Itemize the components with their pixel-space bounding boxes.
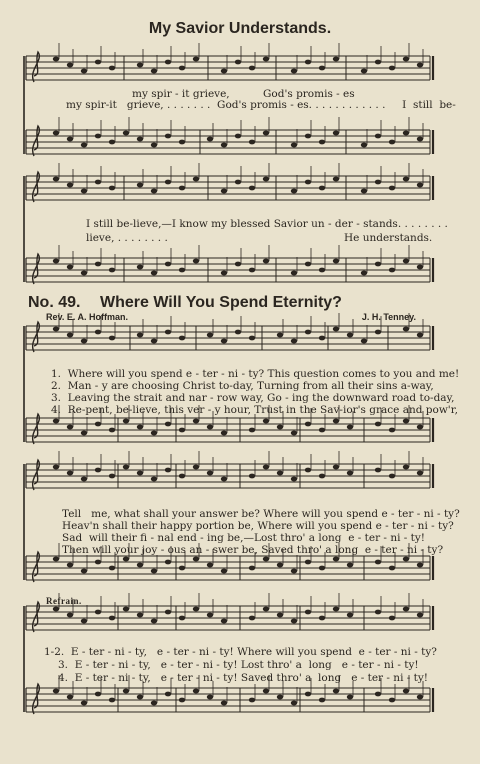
note-head xyxy=(375,262,381,267)
note-head xyxy=(151,477,157,482)
note-head xyxy=(109,186,115,191)
note-head xyxy=(221,431,227,436)
refrain-line: 3. E - ter - ni - ty, e - ter - ni - ty! Lost thro' a long e - ter - ni - ty! xyxy=(58,659,419,671)
note-head xyxy=(305,262,311,267)
note-head xyxy=(305,560,311,565)
note-head xyxy=(221,271,227,276)
note-head xyxy=(165,60,171,65)
note-head xyxy=(207,425,213,430)
note-head xyxy=(53,131,59,136)
note-head xyxy=(165,560,171,565)
note-head xyxy=(389,66,395,71)
note-head xyxy=(137,695,143,700)
note-head xyxy=(67,613,73,618)
note-head xyxy=(305,330,311,335)
note-head xyxy=(305,180,311,185)
note-head xyxy=(95,468,101,473)
note-head xyxy=(179,336,185,341)
note-head xyxy=(67,563,73,568)
note-head xyxy=(221,69,227,74)
verse-line: 1. Where will you spend e - ter - ni - ty? This question comes to you and me! xyxy=(51,368,460,380)
note-head xyxy=(403,607,409,612)
lyricist: Rev. E. A. Hoffman. xyxy=(46,312,129,322)
note-head xyxy=(389,474,395,479)
note-head xyxy=(221,619,227,624)
note-head xyxy=(403,57,409,62)
verse-line: 4. Re-pent, be-lieve, this ver - y hour, Trust in the Sav-ior's grace and pow'r, xyxy=(51,404,458,416)
note-head xyxy=(221,189,227,194)
note-head xyxy=(389,566,395,571)
note-head xyxy=(81,701,87,706)
note-head xyxy=(389,428,395,433)
note-head xyxy=(67,471,73,476)
note-head xyxy=(235,60,241,65)
note-head xyxy=(291,619,297,624)
note-head xyxy=(165,692,171,697)
note-head xyxy=(263,689,269,694)
note-head xyxy=(179,140,185,145)
clef-icon xyxy=(33,126,40,156)
note-head xyxy=(137,63,143,68)
note-head xyxy=(347,613,353,618)
note-head xyxy=(333,419,339,424)
note-head xyxy=(277,563,283,568)
note-head xyxy=(263,259,269,264)
note-head xyxy=(347,333,353,338)
note-head xyxy=(193,419,199,424)
note-head xyxy=(305,134,311,139)
composer: J. H. Tenney. xyxy=(361,312,416,322)
note-head xyxy=(95,692,101,697)
note-head xyxy=(417,471,423,476)
note-head xyxy=(333,177,339,182)
lyrics-line: my spir - it grieve, God's promis - es xyxy=(132,88,355,100)
verse-line: Heav'n shall their happy portion be, Where will you spend e - ter - ni - ty? xyxy=(62,520,454,532)
note-head xyxy=(193,177,199,182)
note-head xyxy=(53,327,59,332)
clef-icon xyxy=(33,322,40,352)
note-head xyxy=(249,186,255,191)
note-head xyxy=(333,607,339,612)
note-head xyxy=(403,419,409,424)
note-head xyxy=(151,189,157,194)
note-head xyxy=(403,177,409,182)
note-head xyxy=(53,259,59,264)
lyrics-line: my spir-it grieve, . . . . . . . God's promis - es. . . . . . . . . . . . I still be- xyxy=(66,99,456,111)
clef-icon xyxy=(33,602,40,632)
note-head xyxy=(81,339,87,344)
note-head xyxy=(67,137,73,142)
note-head xyxy=(81,569,87,574)
note-head xyxy=(151,271,157,276)
note-head xyxy=(291,477,297,482)
note-head xyxy=(375,422,381,427)
note-head xyxy=(179,566,185,571)
note-head xyxy=(291,189,297,194)
note-head xyxy=(333,689,339,694)
clef-icon xyxy=(33,684,40,714)
note-head xyxy=(249,66,255,71)
note-head xyxy=(151,431,157,436)
note-head xyxy=(95,560,101,565)
note-head xyxy=(179,66,185,71)
note-head xyxy=(389,140,395,145)
note-head xyxy=(95,60,101,65)
note-head xyxy=(123,557,129,562)
hymn-number: No. 49. xyxy=(28,294,81,311)
note-head xyxy=(249,336,255,341)
note-head xyxy=(403,259,409,264)
note-head xyxy=(347,425,353,430)
note-head xyxy=(291,143,297,148)
note-head xyxy=(109,474,115,479)
song-title-top: My Savior Understands. xyxy=(148,20,332,37)
note-head xyxy=(319,66,325,71)
note-head xyxy=(375,560,381,565)
note-head xyxy=(165,134,171,139)
note-head xyxy=(417,695,423,700)
note-head xyxy=(67,695,73,700)
note-head xyxy=(417,183,423,188)
note-head xyxy=(319,428,325,433)
note-head xyxy=(333,327,339,332)
note-head xyxy=(263,607,269,612)
note-head xyxy=(95,180,101,185)
note-head xyxy=(263,465,269,470)
note-head xyxy=(95,262,101,267)
note-head xyxy=(53,465,59,470)
note-head xyxy=(417,613,423,618)
note-head xyxy=(403,131,409,136)
note-head xyxy=(123,607,129,612)
note-head xyxy=(151,619,157,624)
note-head xyxy=(263,419,269,424)
note-head xyxy=(277,613,283,618)
note-head xyxy=(347,471,353,476)
note-head xyxy=(319,336,325,341)
note-head xyxy=(249,566,255,571)
note-head xyxy=(207,333,213,338)
lyrics-line: I still be-lieve,—I know my blessed Savior un - der - stands. . . . . . . . xyxy=(86,218,448,230)
note-head xyxy=(193,465,199,470)
note-head xyxy=(207,471,213,476)
note-head xyxy=(375,692,381,697)
note-head xyxy=(109,268,115,273)
note-head xyxy=(417,63,423,68)
note-head xyxy=(53,57,59,62)
note-head xyxy=(291,701,297,706)
note-head xyxy=(81,477,87,482)
note-head xyxy=(67,63,73,68)
note-head xyxy=(375,180,381,185)
note-head xyxy=(389,616,395,621)
note-head xyxy=(221,701,227,706)
note-head xyxy=(305,422,311,427)
note-head xyxy=(235,180,241,185)
note-head xyxy=(179,698,185,703)
note-head xyxy=(179,268,185,273)
note-head xyxy=(53,557,59,562)
refrain-label: Refrain. xyxy=(46,596,82,606)
note-head xyxy=(235,330,241,335)
note-head xyxy=(179,186,185,191)
note-head xyxy=(137,425,143,430)
note-head xyxy=(137,563,143,568)
note-head xyxy=(375,468,381,473)
note-head xyxy=(53,177,59,182)
note-head xyxy=(95,610,101,615)
note-head xyxy=(53,607,59,612)
note-head xyxy=(95,422,101,427)
note-head xyxy=(291,431,297,436)
note-head xyxy=(109,698,115,703)
note-head xyxy=(319,474,325,479)
note-head xyxy=(207,137,213,142)
note-head xyxy=(81,619,87,624)
note-head xyxy=(67,425,73,430)
note-head xyxy=(333,259,339,264)
note-head xyxy=(263,557,269,562)
note-head xyxy=(137,613,143,618)
note-head xyxy=(151,339,157,344)
clef-icon xyxy=(33,460,40,490)
note-head xyxy=(375,330,381,335)
note-head xyxy=(137,183,143,188)
lyrics-line: lieve, . . . . . . . . xyxy=(86,232,168,244)
note-head xyxy=(109,428,115,433)
note-head xyxy=(207,613,213,618)
note-head xyxy=(193,689,199,694)
note-head xyxy=(221,339,227,344)
note-head xyxy=(109,566,115,571)
note-head xyxy=(123,131,129,136)
note-head xyxy=(333,465,339,470)
note-head xyxy=(235,134,241,139)
note-head xyxy=(417,425,423,430)
note-head xyxy=(53,689,59,694)
note-head xyxy=(277,333,283,338)
note-head xyxy=(221,477,227,482)
note-head xyxy=(333,131,339,136)
note-head xyxy=(151,143,157,148)
note-head xyxy=(417,333,423,338)
verse-line: 2. Man - y are choosing Christ to-day, Turning from all their sins a-way, xyxy=(51,380,434,392)
verse-line: 3. Leaving the strait and nar - row way, Go - ing the downward road to-day, xyxy=(51,392,455,404)
note-head xyxy=(81,189,87,194)
note-head xyxy=(109,140,115,145)
note-head xyxy=(137,137,143,142)
note-head xyxy=(249,140,255,145)
note-head xyxy=(305,468,311,473)
note-head xyxy=(403,689,409,694)
refrain-line: 4. E - ter - ni - ty, e - ter - ni - ty! Saved thro' a long e - ter - ni - ty! xyxy=(58,672,429,684)
note-head xyxy=(81,431,87,436)
note-head xyxy=(249,698,255,703)
clef-icon xyxy=(33,254,40,284)
note-head xyxy=(193,607,199,612)
note-head xyxy=(403,557,409,562)
note-head xyxy=(81,143,87,148)
note-head xyxy=(221,569,227,574)
note-head xyxy=(417,265,423,270)
note-head xyxy=(375,134,381,139)
note-head xyxy=(319,140,325,145)
verse-line: Then will your joy - ous an - swer be, Saved thro' a long e - ter - ni - ty? xyxy=(62,544,444,556)
note-head xyxy=(179,474,185,479)
note-head xyxy=(179,428,185,433)
note-head xyxy=(361,271,367,276)
note-head xyxy=(123,689,129,694)
note-head xyxy=(207,563,213,568)
note-head xyxy=(193,259,199,264)
note-head xyxy=(361,189,367,194)
note-head xyxy=(95,134,101,139)
note-head xyxy=(375,60,381,65)
note-head xyxy=(347,695,353,700)
note-head xyxy=(165,468,171,473)
note-head xyxy=(277,471,283,476)
note-head xyxy=(291,69,297,74)
note-head xyxy=(165,262,171,267)
refrain-line: 1-2. E - ter - ni - ty, e - ter - ni - ty! Where will you spend e - ter - ni - ty? xyxy=(44,646,437,658)
note-head xyxy=(165,180,171,185)
clef-icon xyxy=(33,414,40,444)
note-head xyxy=(347,563,353,568)
note-head xyxy=(333,57,339,62)
note-head xyxy=(319,566,325,571)
clef-icon xyxy=(33,52,40,82)
song-title: Where Will You Spend Eternity? xyxy=(100,294,342,311)
note-head xyxy=(263,57,269,62)
song-credits xyxy=(46,312,416,322)
note-head xyxy=(137,471,143,476)
note-head xyxy=(123,419,129,424)
note-head xyxy=(375,610,381,615)
note-head xyxy=(151,701,157,706)
note-head xyxy=(249,474,255,479)
note-head xyxy=(109,616,115,621)
note-head xyxy=(235,262,241,267)
note-head xyxy=(81,271,87,276)
note-head xyxy=(291,271,297,276)
note-head xyxy=(249,616,255,621)
note-head xyxy=(151,569,157,574)
note-head xyxy=(137,265,143,270)
note-head xyxy=(249,268,255,273)
note-head xyxy=(179,616,185,621)
note-head xyxy=(123,465,129,470)
note-head xyxy=(361,339,367,344)
note-head xyxy=(417,563,423,568)
note-head xyxy=(361,143,367,148)
note-head xyxy=(109,66,115,71)
note-head xyxy=(193,57,199,62)
note-head xyxy=(403,327,409,332)
note-head xyxy=(221,143,227,148)
note-head xyxy=(67,265,73,270)
note-head xyxy=(67,183,73,188)
note-head xyxy=(165,610,171,615)
note-head xyxy=(165,330,171,335)
clef-icon xyxy=(33,552,40,582)
note-head xyxy=(165,422,171,427)
note-head xyxy=(319,698,325,703)
note-head xyxy=(81,69,87,74)
clef-icon xyxy=(33,172,40,202)
note-head xyxy=(95,330,101,335)
note-head xyxy=(319,616,325,621)
note-head xyxy=(151,69,157,74)
note-head xyxy=(305,610,311,615)
verse-line: Tell me, what shall your answer be? Where will you spend e - ter - ni - ty? xyxy=(62,508,460,520)
note-head xyxy=(319,186,325,191)
note-head xyxy=(249,428,255,433)
note-head xyxy=(277,425,283,430)
verse-line: Sad will their fi - nal end - ing be,—Lost thro' a long e - ter - ni - ty! xyxy=(62,532,426,544)
note-head xyxy=(403,465,409,470)
note-head xyxy=(305,692,311,697)
note-head xyxy=(417,137,423,142)
note-head xyxy=(389,698,395,703)
note-head xyxy=(193,557,199,562)
note-head xyxy=(291,569,297,574)
note-head xyxy=(333,557,339,562)
note-head xyxy=(291,339,297,344)
note-head xyxy=(263,131,269,136)
note-head xyxy=(361,69,367,74)
note-head xyxy=(67,333,73,338)
note-head xyxy=(389,186,395,191)
note-head xyxy=(263,177,269,182)
note-head xyxy=(305,60,311,65)
note-head xyxy=(137,333,143,338)
note-head xyxy=(207,695,213,700)
note-head xyxy=(389,268,395,273)
lyrics-line: He understands. xyxy=(344,232,433,244)
note-head xyxy=(109,336,115,341)
song-header xyxy=(28,294,468,312)
note-head xyxy=(53,419,59,424)
note-head xyxy=(319,268,325,273)
note-head xyxy=(277,695,283,700)
